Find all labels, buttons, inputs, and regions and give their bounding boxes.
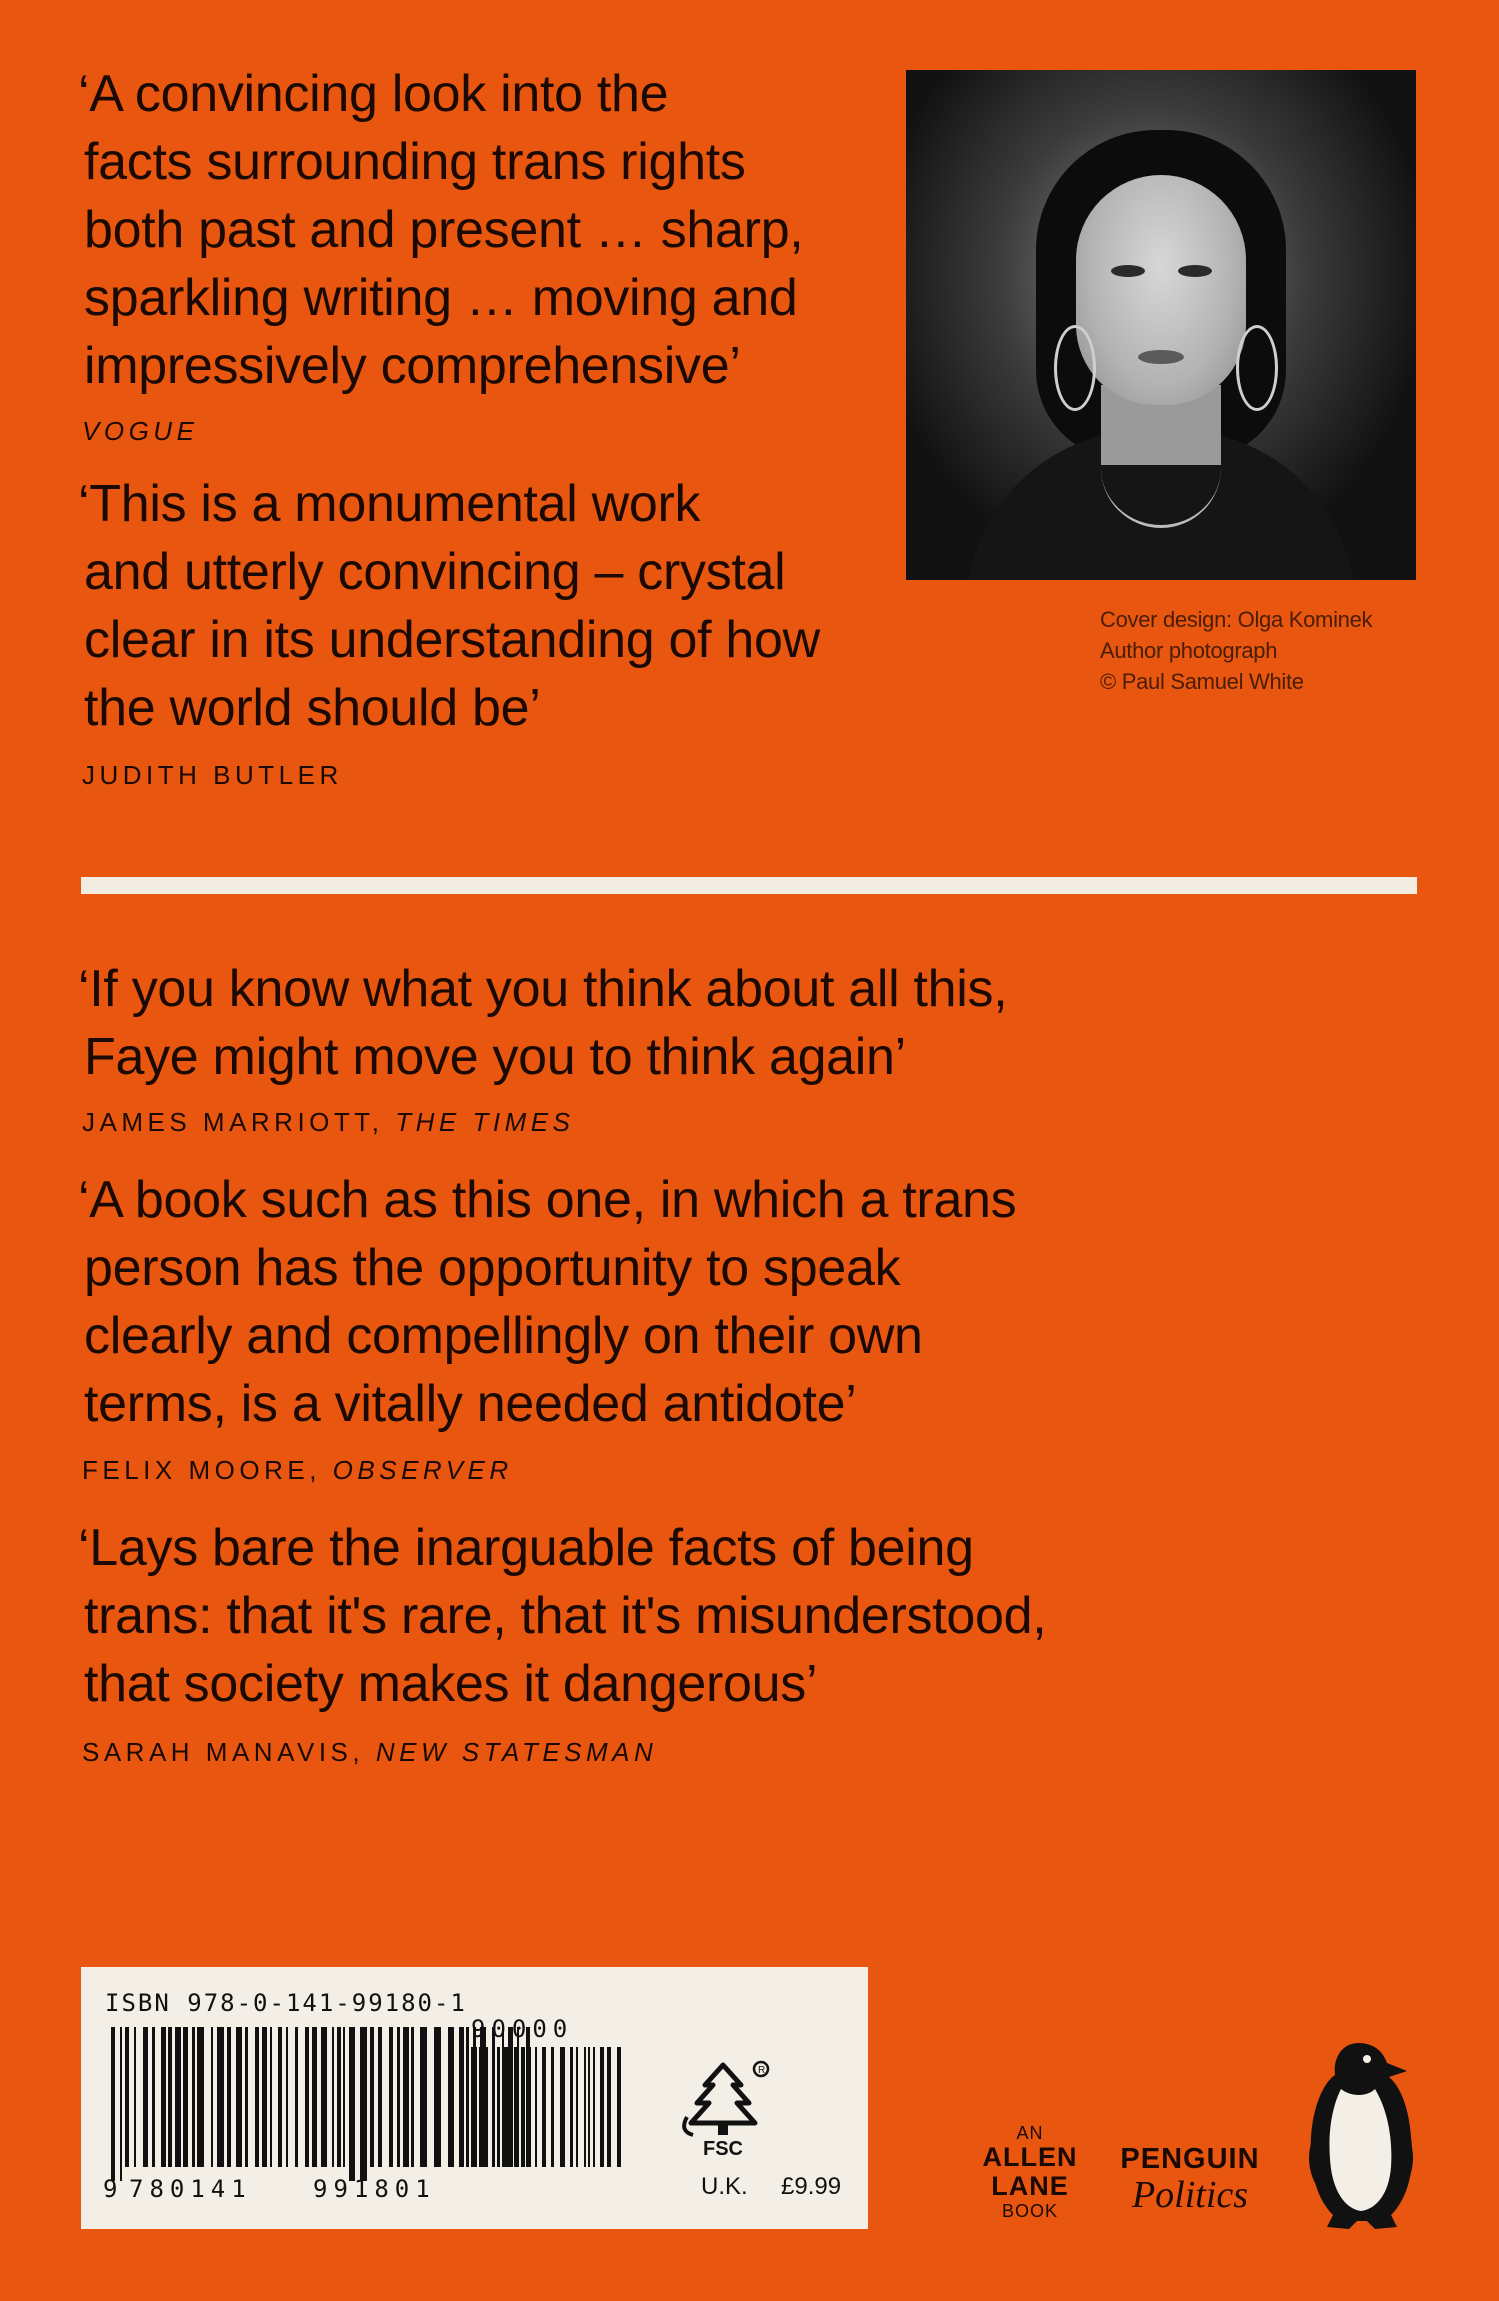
quote-the-times bbox=[78, 955, 1007, 1091]
quote-line: person has the opportunity to speak bbox=[84, 1239, 901, 1297]
imprint-suffix: BOOK bbox=[1001, 2201, 1058, 2221]
quote-new-statesman bbox=[78, 1514, 1046, 1718]
quote-line: clear in its understanding of how bbox=[84, 611, 820, 669]
quote-judith-butler bbox=[78, 470, 820, 742]
imprint-prefix: AN bbox=[1016, 2123, 1044, 2143]
credit-line: Author photograph bbox=[1100, 638, 1278, 663]
barcode-left-digits: 780141 bbox=[129, 2175, 252, 2203]
attribution-text: VOGUE bbox=[82, 416, 199, 446]
divider-bar bbox=[81, 877, 1417, 894]
cover-credits bbox=[1100, 604, 1372, 697]
author-photo bbox=[906, 70, 1416, 580]
quote-vogue bbox=[78, 60, 803, 400]
quote-line: facts surrounding trans rights bbox=[84, 133, 746, 191]
price-label: £9.99 bbox=[781, 2173, 842, 2200]
credit-line: Cover design: Olga Kominek bbox=[1100, 607, 1373, 632]
attribution-observer bbox=[82, 1455, 513, 1486]
quote-line: ‘If you know what you think about all this, bbox=[78, 960, 1008, 1018]
allen-lane-imprint bbox=[975, 2123, 1085, 2221]
barcode-addon-digits: 90000 bbox=[471, 2015, 574, 2043]
quote-line: ‘This is a monumental work bbox=[78, 475, 701, 533]
quote-line: ‘Lays bare the inarguable facts of being bbox=[78, 1519, 974, 1577]
barcode-first-digit: 9 bbox=[103, 2175, 124, 2203]
quote-line: the world should be’ bbox=[84, 679, 541, 737]
quote-line: ‘A book such as this one, in which a trans bbox=[78, 1171, 1017, 1229]
quote-line: terms, is a vitally needed antidote’ bbox=[84, 1375, 857, 1433]
quote-line: impressively comprehensive’ bbox=[84, 337, 741, 395]
attribution-new-statesman bbox=[82, 1737, 657, 1768]
penguin-politics-imprint bbox=[1105, 2143, 1275, 2215]
addon-barcode bbox=[471, 2047, 621, 2177]
attribution-the-times bbox=[82, 1107, 574, 1138]
barcode-right-digits: 991801 bbox=[313, 2175, 436, 2203]
attribution-judith-butler bbox=[82, 760, 343, 791]
attribution-publication: OBSERVER bbox=[332, 1455, 513, 1485]
isbn-barcode bbox=[111, 2027, 531, 2187]
credit-line: © Paul Samuel White bbox=[1100, 669, 1304, 694]
quote-line: sparkling writing … moving and bbox=[84, 269, 798, 327]
svg-text:R: R bbox=[758, 2065, 766, 2076]
attribution-text: JAMES MARRIOTT, bbox=[82, 1107, 396, 1137]
attribution-text: SARAH MANAVIS, bbox=[82, 1737, 376, 1767]
quote-line: Faye might move you to think again’ bbox=[84, 1028, 906, 1086]
quote-line: clearly and compellingly on their own bbox=[84, 1307, 923, 1365]
imprint-line2: LANE bbox=[991, 2171, 1069, 2201]
barcode-panel bbox=[81, 1967, 868, 2229]
attribution-publication: NEW STATESMAN bbox=[375, 1737, 658, 1767]
isbn-label: ISBN 978-0-141-99180-1 bbox=[105, 1989, 467, 2017]
quote-line: that society makes it dangerous’ bbox=[84, 1655, 818, 1713]
publisher-brand: PENGUIN bbox=[1120, 2143, 1260, 2175]
quote-line: ‘A convincing look into the bbox=[78, 65, 669, 123]
imprint-line1: ALLEN bbox=[982, 2142, 1078, 2172]
fsc-label: FSC bbox=[703, 2138, 743, 2160]
quote-line: and utterly convincing – crystal bbox=[84, 543, 786, 601]
attribution-publication: THE TIMES bbox=[395, 1107, 575, 1137]
attribution-vogue bbox=[82, 416, 198, 447]
fsc-logo bbox=[675, 2059, 771, 2161]
penguin-logo-icon bbox=[1301, 2037, 1421, 2237]
quote-line: trans: that it's rare, that it's misunderstood, bbox=[84, 1587, 1047, 1645]
attribution-text: JUDITH BUTLER bbox=[82, 760, 343, 790]
region-label: U.K. bbox=[701, 2173, 748, 2200]
fsc-tree-icon bbox=[675, 2059, 771, 2139]
quote-observer bbox=[78, 1166, 1016, 1438]
publisher-series: Politics bbox=[1131, 2174, 1249, 2216]
quote-line: both past and present … sharp, bbox=[84, 201, 804, 259]
attribution-text: FELIX MOORE, bbox=[82, 1455, 333, 1485]
